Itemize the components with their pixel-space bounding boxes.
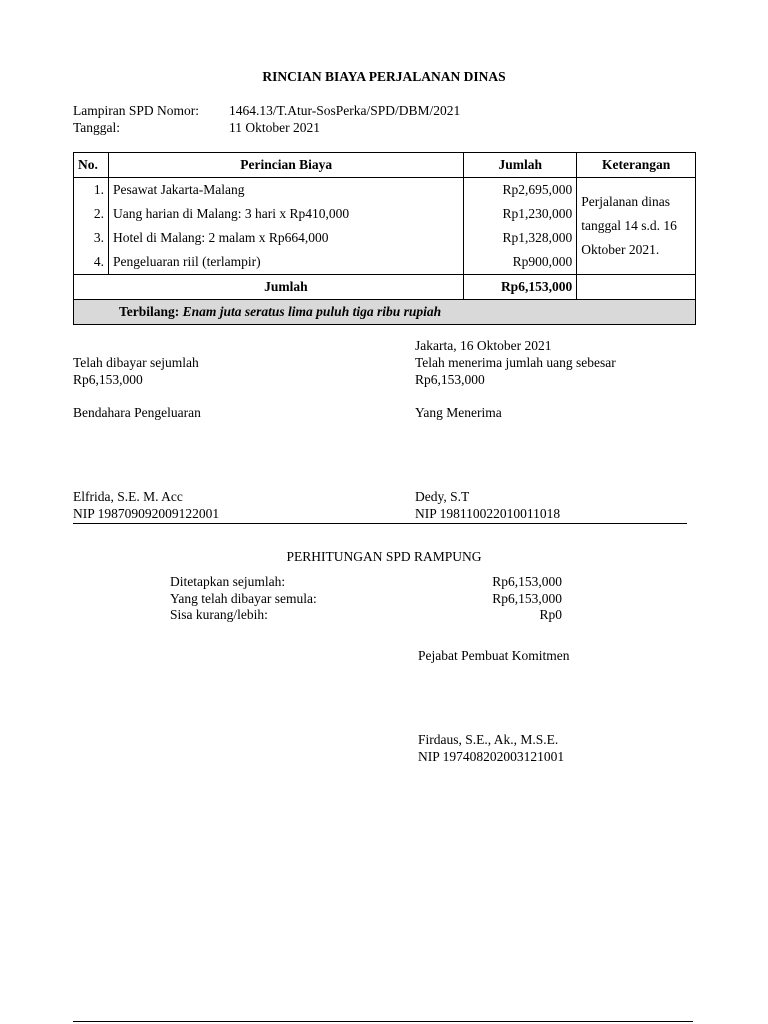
amount-in-words-cell bbox=[74, 300, 696, 325]
total-value: Rp6,153,000 bbox=[464, 275, 577, 300]
total-row bbox=[74, 275, 696, 300]
header-amount: Jumlah bbox=[464, 153, 577, 178]
spd-number-value: 1464.13/T.Atur-SosPerka/SPD/DBM/2021 bbox=[229, 103, 461, 118]
cost-table bbox=[73, 152, 696, 325]
settlement-value: Rp0 bbox=[539, 607, 562, 622]
header-note: Keterangan bbox=[577, 153, 696, 178]
words-label: Terbilang: bbox=[119, 304, 180, 319]
row-description: Pesawat Jakarta-Malang bbox=[108, 178, 463, 203]
official-role: Pejabat Pembuat Komitmen bbox=[418, 648, 570, 663]
header-no: No. bbox=[74, 153, 109, 178]
date-value: 11 Oktober 2021 bbox=[229, 120, 320, 135]
table-header-row bbox=[74, 153, 696, 178]
section-divider bbox=[73, 523, 687, 524]
recipient-role: Yang Menerima bbox=[415, 405, 502, 420]
page-bottom-rule bbox=[73, 1021, 693, 1022]
words-value: Enam juta seratus lima puluh tiga ribu rupiah bbox=[182, 304, 442, 319]
header-description: Perincian Biaya bbox=[108, 153, 463, 178]
row-amount: Rp1,328,000 bbox=[464, 226, 577, 250]
row-number: 1. bbox=[74, 178, 109, 203]
row-description: Hotel di Malang: 2 malam x Rp664,000 bbox=[108, 226, 463, 250]
recipient-name: Dedy, S.T bbox=[415, 489, 470, 504]
date-label: Tanggal: bbox=[73, 120, 121, 135]
total-label: Jumlah bbox=[108, 275, 463, 300]
row-note: Perjalanan dinas tanggal 14 s.d. 16 Oktober 2021. bbox=[577, 178, 696, 275]
row-amount: Rp2,695,000 bbox=[464, 178, 577, 203]
row-description: Uang harian di Malang: 3 hari x Rp410,000 bbox=[108, 202, 463, 226]
place-date: Jakarta, 16 Oktober 2021 bbox=[415, 338, 552, 353]
received-label: Telah menerima jumlah uang sebesar bbox=[415, 355, 616, 370]
treasurer-nip: NIP 198709092009122001 bbox=[73, 506, 220, 521]
amount-in-words-row bbox=[74, 300, 696, 325]
treasurer-name: Elfrida, S.E. M. Acc bbox=[73, 489, 183, 504]
settlement-title: PERHITUNGAN SPD RAMPUNG bbox=[286, 549, 482, 564]
settlement-label: Yang telah dibayar semula: bbox=[170, 591, 317, 606]
treasurer-role: Bendahara Pengeluaran bbox=[73, 405, 201, 420]
row-number: 4. bbox=[74, 250, 109, 275]
settlement-label: Sisa kurang/lebih: bbox=[170, 607, 268, 622]
settlement-value: Rp6,153,000 bbox=[492, 591, 562, 606]
total-note-blank bbox=[577, 275, 696, 300]
received-amount: Rp6,153,000 bbox=[415, 372, 485, 387]
total-blank-cell bbox=[74, 275, 109, 300]
paid-label: Telah dibayar sejumlah bbox=[73, 355, 199, 370]
recipient-nip: NIP 198110022010011018 bbox=[415, 506, 561, 521]
official-name: Firdaus, S.E., Ak., M.S.E. bbox=[418, 732, 559, 747]
table-row bbox=[74, 178, 696, 203]
row-amount: Rp900,000 bbox=[464, 250, 577, 275]
row-number: 2. bbox=[74, 202, 109, 226]
document-title: RINCIAN BIAYA PERJALANAN DINAS bbox=[262, 69, 506, 84]
spd-number-label: Lampiran SPD Nomor: bbox=[73, 103, 199, 118]
settlement-value: Rp6,153,000 bbox=[492, 574, 562, 589]
row-description: Pengeluaran riil (terlampir) bbox=[108, 250, 463, 275]
official-nip: NIP 197408202003121001 bbox=[418, 749, 565, 764]
settlement-label: Ditetapkan sejumlah: bbox=[170, 574, 286, 589]
paid-amount: Rp6,153,000 bbox=[73, 372, 143, 387]
row-number: 3. bbox=[74, 226, 109, 250]
row-amount: Rp1,230,000 bbox=[464, 202, 577, 226]
